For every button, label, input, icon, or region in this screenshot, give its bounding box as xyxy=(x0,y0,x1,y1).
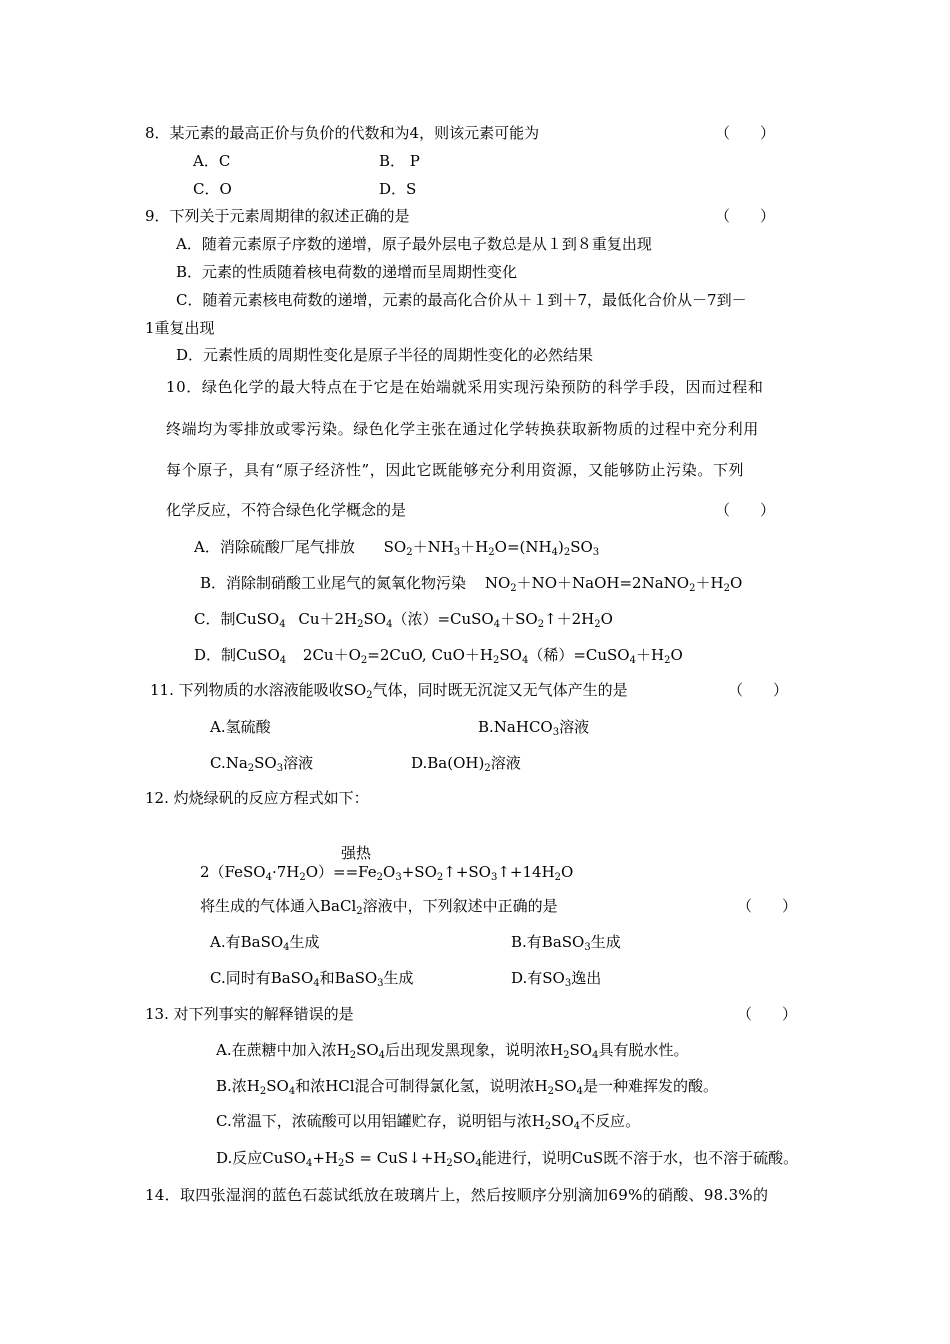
q11-answer-paren: （ ） xyxy=(728,681,789,699)
q8-answer-paren: （ ） xyxy=(715,124,776,142)
q13-option-a: A.在蔗糖中加入浓$H_2SO_4$后出现发黑现象，说明浓$H_2SO_4$具有脱水性。 xyxy=(216,1041,689,1061)
q10-option-b xyxy=(200,573,742,593)
q10-text-line4: 化学反应，不符合绿色化学概念的是 xyxy=(166,501,407,519)
q11-option-c: $C.Na_2SO_3$溶液 xyxy=(210,754,314,774)
q10-option-c: C．制CuSO$_4$ $Cu+2H_2SO_4$（浓）$=CuSO_4+SO_2↑+2H_2O$ xyxy=(194,610,613,630)
q9-option-d: D．元素性质的周期性变化是原子半径的周期性变化的必然结果 xyxy=(176,346,594,364)
q9-answer-paren: （ ） xyxy=(715,207,776,225)
q8-stem: 8．某元素的最高正价与负价的代数和为4，则该元素可能为 xyxy=(145,124,540,142)
q10-option-b-label: B．消除制硝酸工业尾气的氮氧化物污染 xyxy=(200,574,467,592)
q10-text-line2: 终端均为零排放或零污染。绿色化学主张在通过化学转换获取新物质的过程中充分利用 xyxy=(166,420,759,438)
q10-option-a xyxy=(194,537,599,557)
q10-answer-paren: （ ） xyxy=(715,501,776,519)
q12-option-d: D.有$SO_3$逸出 xyxy=(511,969,602,989)
q10-text-line3: 每个原子，具有“原子经济性”，因此它既能够充分利用资源，又能够防止污染。下列 xyxy=(166,461,745,479)
q9-option-a: A．随着元素原子序数的递增，原子最外层电子数总是从１到８重复出现 xyxy=(176,235,652,253)
q12-reaction-condition: 强热 xyxy=(341,844,372,862)
q9-option-c-line1: C．随着元素核电荷数的递增，元素的最高化合价从＋１到＋7，最低化合价从－7到－ xyxy=(176,291,747,309)
q11-option-a: A.氢硫酸 xyxy=(210,718,271,736)
q8-option-d: D．S xyxy=(379,180,417,198)
q11-option-b: B.NaHCO$_3$溶液 xyxy=(478,718,590,738)
q8-option-a: A．C xyxy=(193,152,231,170)
q8-option-b: B． P xyxy=(379,152,420,170)
q11-stem: 11. 下列物质的水溶液能吸收$SO_2$气体，同时既无沉淀又无气体产生的是 xyxy=(150,681,628,701)
q12-question: 将生成的气体通入BaCl$_2$溶液中，下列叙述中正确的是 xyxy=(200,897,558,917)
q8-option-c: C．O xyxy=(193,180,232,198)
q12-option-c: C.同时有BaSO$_4$和BaSO$_3$生成 xyxy=(210,969,414,989)
q14-stem: 14．取四张湿润的蓝色石蕊试纸放在玻璃片上，然后按顺序分别滴加69%的硝酸、98.3%的 xyxy=(145,1186,769,1204)
q13-answer-paren: （ ） xyxy=(737,1005,798,1023)
q12-option-b: B.有BaSO$_3$生成 xyxy=(511,933,621,953)
q10-option-a-equation: $SO_2+NH_3+H_2O=(NH_4)_2SO_3$ xyxy=(383,538,600,558)
q11-option-d: $D.Ba(OH)_2$溶液 xyxy=(411,754,521,774)
q10-option-b-equation: $NO_2+NO+NaOH=2NaNO_2+H_2O$ xyxy=(484,574,743,594)
q10-option-a-label: A．消除硫酸厂尾气排放 xyxy=(194,538,355,556)
q9-stem: 9．下列关于元素周期律的叙述正确的是 xyxy=(145,207,410,225)
q12-answer-paren: （ ） xyxy=(737,897,798,915)
q12-equation: $2(FeSO_4\cdot 7H_2O)==Fe_2O_3+SO_2↑+SO_3↑+14H_2O$ xyxy=(200,863,574,883)
q9-option-c-line2: 1重复出现 xyxy=(145,319,215,337)
q13-option-b: B.浓$H_2SO_4$和浓HCl混合可制得氯化氢，说明浓$H_2SO_4$是一种难挥发的酸。 xyxy=(216,1077,718,1097)
q10-option-d: D．制CuSO$_4$ $2Cu+O_2=2CuO$, $CuO+H_2SO_4$（稀）$=CuSO_4+H_2O$ xyxy=(194,646,683,666)
q12-option-a: A.有BaSO$_4$生成 xyxy=(210,933,320,953)
q10-option-c-equation: $Cu+2H_2SO_4$（浓）$=CuSO_4+SO_2↑+2H_2O$ xyxy=(298,610,613,630)
q13-stem: 13. 对下列事实的解释错误的是 xyxy=(145,1005,354,1023)
q12-stem: 12. 灼烧绿矾的反应方程式如下： xyxy=(145,789,369,807)
q13-option-d: D.反应$CuSO_4+H_2S$ = $CuS↓+H_2SO_4$能进行，说明CuS既不溶于水，也不溶于硫酸。 xyxy=(216,1149,799,1169)
q10-text-line1: 10．绿色化学的最大特点在于它是在始端就采用实现污染预防的科学手段，因而过程和 xyxy=(166,378,764,396)
q10-option-d-equation: $2Cu+O_2=2CuO$, $CuO+H_2SO_4$（稀）$=CuSO_4+H_2O$ xyxy=(302,646,683,666)
q9-option-b: B．元素的性质随着核电荷数的递增而呈周期性变化 xyxy=(176,263,518,281)
q13-option-c: C.常温下，浓硫酸可以用铝罐贮存，说明铝与浓$H_2SO_4$不反应。 xyxy=(216,1112,641,1132)
